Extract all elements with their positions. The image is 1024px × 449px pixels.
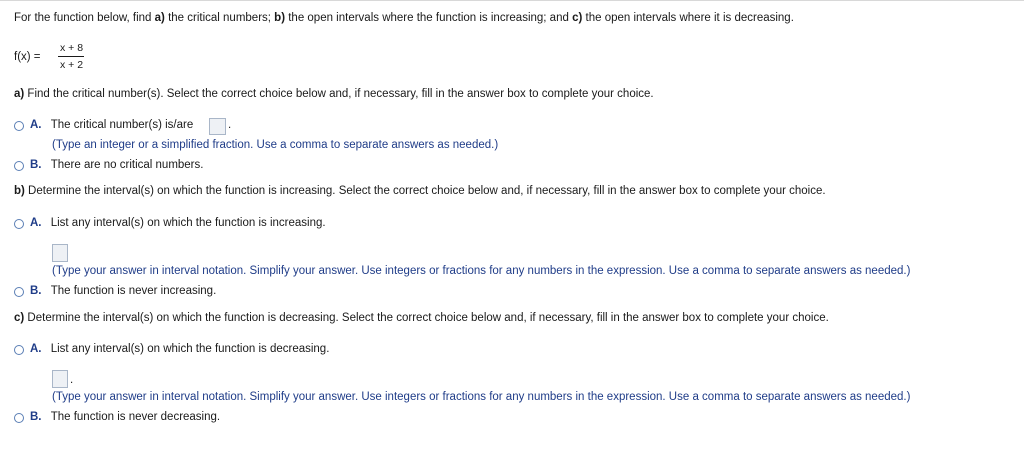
part-b-answer-box[interactable] — [52, 244, 68, 262]
part-c-prompt — [14, 312, 829, 324]
fraction-bar — [58, 56, 84, 57]
part-c-option-a-radio[interactable] — [14, 345, 24, 355]
question-c-text: the open intervals where it is decreasing. — [582, 12, 794, 24]
part-b-prompt — [14, 185, 826, 197]
part-b-option-b-text: The function is never increasing. — [50, 285, 217, 297]
part-c-option-a-text: List any interval(s) on which the function is decreasing. — [50, 343, 330, 355]
part-a-prompt — [14, 88, 654, 100]
part-b-option-a-letter: A. — [30, 217, 42, 229]
part-c-option-b-radio[interactable] — [14, 413, 24, 423]
part-a-option-a[interactable] — [30, 119, 193, 131]
part-b-option-a[interactable] — [30, 217, 326, 229]
part-a-option-a-hint: (Type an integer or a simplified fraction. Use a comma to separate answers as needed.) — [52, 139, 499, 151]
function-numerator: x + 8 — [60, 42, 84, 54]
part-a-option-a-letter: A. — [30, 119, 42, 131]
part-a-option-b-radio[interactable] — [14, 161, 24, 171]
part-a-prompt-text: Find the critical number(s). Select the correct choice below and, if necessary, fill in the answer box to complete your choice. — [24, 88, 654, 100]
function-lhs: f(x) = — [14, 51, 41, 63]
question-b-text: the open intervals where the function is increasing; and — [285, 12, 573, 24]
part-a-option-b[interactable] — [30, 159, 203, 171]
part-a-answer-period: . — [228, 119, 232, 131]
part-a-letter: a) — [14, 88, 25, 100]
part-c-option-a[interactable] — [30, 343, 329, 355]
question-b-letter: b) — [274, 12, 286, 24]
question-c-letter: c) — [572, 12, 583, 24]
part-a-answer-box[interactable] — [209, 118, 226, 135]
part-a-option-a-radio[interactable] — [14, 121, 24, 131]
part-c-option-b[interactable] — [30, 411, 220, 423]
part-a-option-b-letter: B. — [30, 159, 42, 171]
part-b-option-b-letter: B. — [30, 285, 42, 297]
top-divider — [0, 0, 1024, 1]
part-c-option-a-letter: A. — [30, 343, 42, 355]
part-b-option-b[interactable] — [30, 285, 216, 297]
question-a-text: the critical numbers; — [164, 12, 275, 24]
part-c-option-a-hint: (Type your answer in interval notation. Simplify your answer. Use integers or fractions for any numbers in the expression. Use a comma to separate answers as needed.) — [52, 391, 911, 403]
part-b-option-b-radio[interactable] — [14, 287, 24, 297]
part-b-prompt-text: Determine the interval(s) on which the function is increasing. Select the correct choice below and, if necessary, fill in the answer box to complete your choice. — [24, 185, 826, 197]
function-expression — [14, 42, 94, 74]
part-c-answer-period: . — [70, 374, 74, 386]
part-c-prompt-text: Determine the interval(s) on which the function is decreasing. Select the correct choice below and, if necessary, fill in the answer box to complete your choice. — [24, 312, 829, 324]
part-b-option-a-text: List any interval(s) on which the function is increasing. — [50, 217, 326, 229]
question-text — [14, 12, 794, 24]
part-a-option-b-text: There are no critical numbers. — [50, 159, 204, 171]
question-a-letter: a) — [154, 12, 165, 24]
part-c-option-b-text: The function is never decreasing. — [50, 411, 221, 423]
part-a-option-a-text: The critical number(s) is/are — [50, 119, 194, 131]
part-b-option-a-radio[interactable] — [14, 219, 24, 229]
part-c-letter: c) — [14, 312, 25, 324]
question-prefix: For the function below, find — [14, 12, 155, 24]
function-denominator: x + 2 — [60, 59, 84, 71]
part-b-option-a-hint: (Type your answer in interval notation. Simplify your answer. Use integers or fractions for any numbers in the expression. Use a comma to separate answers as needed.) — [52, 265, 911, 277]
part-c-option-b-letter: B. — [30, 411, 42, 423]
part-c-answer-box[interactable] — [52, 370, 68, 388]
part-b-letter: b) — [14, 185, 25, 197]
